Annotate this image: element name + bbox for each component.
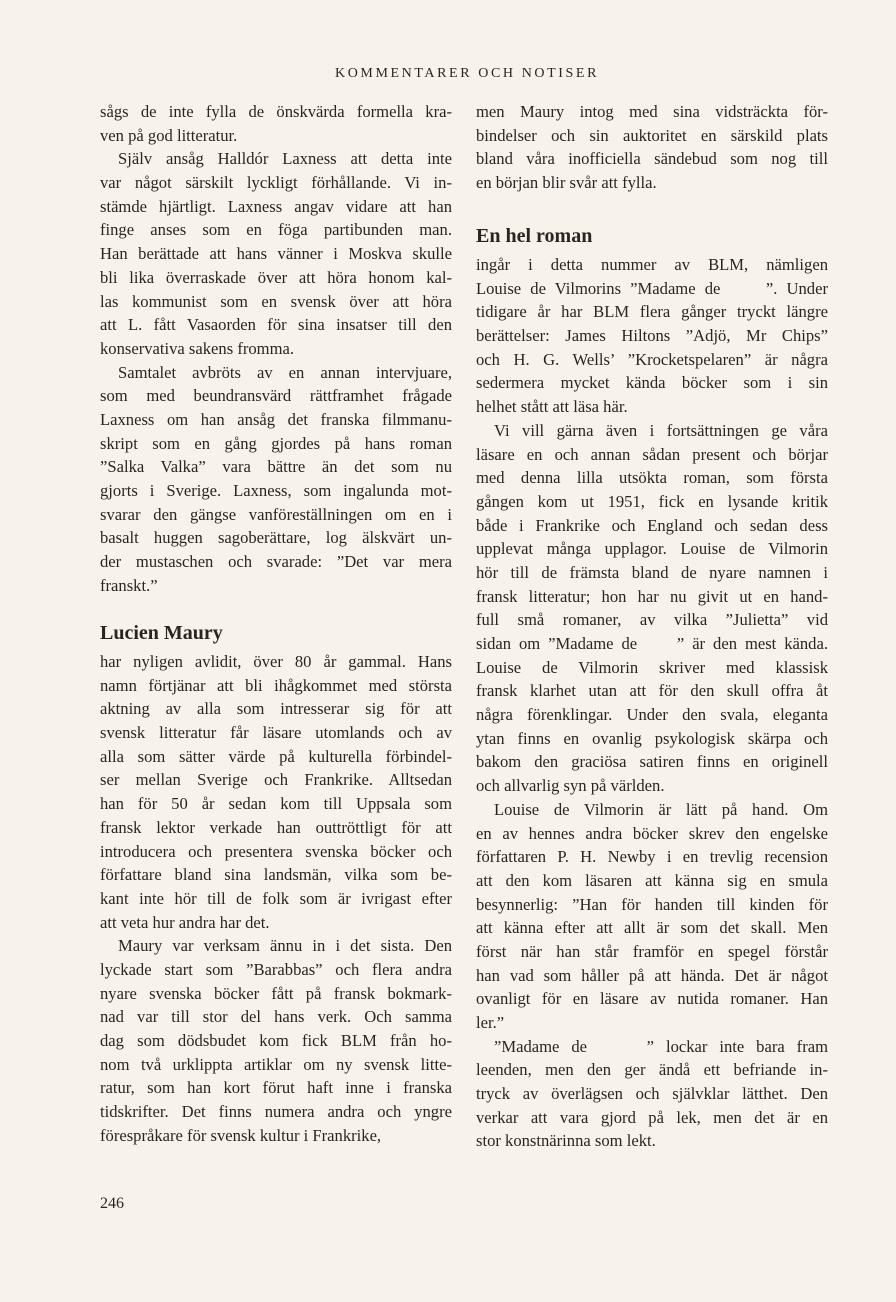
text-line: ratur, som han kort förut haft inne i franska: [100, 1078, 452, 1098]
text-line: aktning av alla som intresserar sig för att: [100, 699, 452, 719]
text-line: gången kom ut 1951, fick en lysande kritik: [476, 491, 828, 511]
text-line: och H. G. Wells’ ”Krocketspelaren” är några: [476, 349, 828, 369]
text-line: sidan om ”Madame de ” är den mest kända.: [476, 634, 828, 653]
text-line: helhet stått att läsa här.: [476, 397, 628, 417]
text-line: der mustaschen och svarade: ”Det var mera: [100, 552, 452, 572]
text-line: fransk lektor verkade han outtröttligt för att: [100, 817, 452, 837]
text-line: var något särskilt lyckligt förhållande. Vi in-: [100, 173, 452, 193]
text-line: hör till de främsta bland de nyare namnen i: [476, 562, 828, 582]
text-line: han för 50 år sedan kom till Uppsala som: [100, 794, 452, 814]
text-line: alla som sätter värde på kulturella förbindel-: [100, 746, 452, 766]
text-line: författare bland sina landsmän, vilka som be-: [100, 865, 452, 885]
text-line: besynnerlig: ”Han för handen till kinden för: [476, 894, 828, 914]
text-line: Själv ansåg Halldór Laxness att detta inte: [118, 149, 452, 169]
text-line: ”Madame de ” lockar inte bara fram: [494, 1036, 828, 1056]
text-line: författaren P. H. Newby i en trevlig recension: [476, 847, 828, 867]
text-line: bland våra inofficiella sändebud som nog till: [476, 149, 828, 169]
text-line: gjorts i Sverige. Laxness, som ingalunda mot-: [100, 481, 452, 500]
text-line: att känna efter att allt är som det skall. Men: [476, 918, 828, 938]
text-line: las kommunist som en svensk över att höra: [100, 291, 452, 311]
paragraph: [100, 147, 452, 360]
text-line: lyckade start som ”Barabbas” och flera andra: [100, 959, 452, 979]
text-line: och allvarlig syn på världen.: [476, 776, 665, 796]
text-line: verkar att vara gjord på lek, men det är en: [476, 1107, 828, 1127]
text-line: ser mellan Sverige och Frankrike. Alltsedan: [100, 770, 452, 790]
text-line: fransk klarhet utan att för den skull offra åt: [476, 681, 828, 701]
text-line: basalt huggen sagoberättare, log älskvärt un-: [100, 528, 452, 548]
text-line: leenden, men den ger ändå ett befriande in-: [476, 1060, 828, 1080]
text-line: konservativa sakens fromma.: [100, 338, 294, 358]
text-line: både i Frankrike och England och sedan dess: [476, 515, 828, 535]
text-line: Louise de Vilmorins ”Madame de ”. Under: [476, 278, 828, 298]
text-line: kant inte hör till de folk som är ivrigast efter: [100, 888, 452, 908]
paragraph: [476, 798, 828, 1035]
text-line: med denna lilla utsökta roman, som första: [476, 468, 828, 488]
text-line: en början blir svår att fylla.: [476, 173, 657, 193]
text-line: att veta hur andra har det.: [100, 912, 270, 932]
text-line: fransk litteratur; hon har nu givit ut en hand-: [476, 586, 828, 606]
text-line: namn förtjänar att bli ihågkommet med största: [100, 675, 452, 695]
text-line: nyare svenska böcker fått på fransk bokmark-: [100, 983, 452, 1003]
text-line: ovanligt för en läsare av nutida romaner. Han: [476, 989, 828, 1009]
running-head: KOMMENTARER OCH NOTISER: [334, 66, 600, 81]
text-line: först när han står framför en spegel förstår: [476, 941, 828, 961]
text-line: Han berättade att hans vänner i Moskva skulle: [100, 244, 452, 264]
text-line: Louise de Vilmorin skriver med klassisk: [476, 657, 828, 677]
left-column-top: [100, 100, 452, 597]
text-line: har nyligen avlidit, över 80 år gammal. Hans: [100, 652, 452, 671]
text-line: franskt.”: [100, 575, 158, 595]
text-line: Laxness om han ansåg det franska filmmanu-: [100, 409, 452, 429]
text-line: en av hennes andra böcker skrev den engelske: [476, 823, 828, 843]
text-line: ler.”: [476, 1013, 505, 1032]
paragraph: [476, 100, 828, 195]
section-heading-lucien-maury: Lucien Maury: [100, 622, 223, 644]
paragraph: [476, 1035, 828, 1153]
text-line: sedermera mycket kända böcker som i sin: [476, 373, 828, 393]
text-line: att den kom läsaren att känna sig en smula: [476, 870, 828, 890]
text-line: Samtalet avbröts av en annan intervjuare,: [118, 362, 452, 382]
text-line: ytan finns en ovanlig psykologisk skärpa och: [476, 728, 828, 748]
left-column-section: [100, 650, 452, 1147]
text-line: men Maury intog med sina vidsträckta för-: [476, 102, 828, 121]
text-line: ”Salka Valka” vara bättre än det som nu: [100, 457, 452, 477]
paragraph: [476, 253, 828, 419]
text-line: finge anses som en föga partibunden man.: [100, 220, 452, 240]
text-line: ingår i detta nummer av BLM, nämligen: [476, 255, 828, 274]
text-line: svarar den gängse vanföreställningen om en i: [100, 504, 452, 524]
text-line: Maury var verksam ännu in i det sista. Den: [118, 936, 452, 956]
text-line: sågs de inte fylla de önskvärda formella kra-: [100, 102, 452, 121]
text-line: svensk litteratur får läsare utomlands och av: [100, 723, 452, 743]
text-line: berättelser: James Hiltons ”Adjö, Mr Chips”: [476, 326, 828, 346]
right-column-top: [476, 100, 828, 195]
text-line: som med beundransvärd rättframhet frågade: [100, 386, 452, 406]
text-line: några förenklingar. Under den svala, eleganta: [476, 705, 828, 725]
paragraph: [100, 100, 452, 147]
text-line: nad var till stor del hans verk. Och samma: [100, 1007, 452, 1027]
text-line: tryck av överlägsen och självklar lätthet. Den: [476, 1084, 828, 1104]
text-line: förespråkare för svensk kultur i Frankrike,: [100, 1125, 382, 1145]
paragraph: [100, 650, 452, 934]
text-line: tidskrifter. Det finns numera andra och yngre: [100, 1102, 452, 1122]
text-line: bindelser och sin auktoritet en särskild plats: [476, 125, 828, 145]
text-line: att L. fått Vasaorden för sina insatser till den: [100, 315, 452, 335]
text-line: Vi vill gärna även i fortsättningen ge våra: [494, 420, 828, 440]
paragraph: [476, 419, 828, 798]
text-line: stor konstnärinna som lekt.: [476, 1131, 656, 1151]
text-line: skript som en gång gjordes på hans roman: [100, 433, 452, 453]
text-line: upplevat många upplagor. Louise de Vilmorin: [476, 539, 828, 559]
text-line: bli lika överraskade över att höra honom kal-: [100, 267, 452, 287]
text-line: ven på god litteratur.: [100, 125, 238, 145]
text-line: stämde hjärtligt. Laxness angav vidare att han: [100, 196, 452, 216]
text-line: Louise de Vilmorin är lätt på hand. Om: [494, 799, 828, 819]
text-line: han vad som håller på att hända. Det är något: [476, 965, 828, 985]
text-line: introducera och presentera svenska böcker och: [100, 841, 452, 861]
text-line: nom två urklippta artiklar om ny svensk litte-: [100, 1054, 452, 1074]
text-line: dag som dödsbudet kom fick BLM från ho-: [100, 1031, 452, 1050]
section-heading-en-hel-roman: En hel roman: [476, 225, 593, 247]
paragraph: [100, 361, 452, 598]
page-number: 246: [100, 1195, 124, 1212]
text-line: bakom den graciösa satiren finns en originell: [476, 752, 828, 772]
text-line: tidigare år har BLM flera gånger tryckt längre: [476, 302, 828, 322]
paragraph: [100, 934, 452, 1147]
text-line: läsare en och annan sådan present och börjar: [476, 444, 828, 464]
right-column-section: [476, 253, 828, 1153]
text-line: full små romaner, av vilka ”Julietta” vid: [476, 610, 828, 630]
